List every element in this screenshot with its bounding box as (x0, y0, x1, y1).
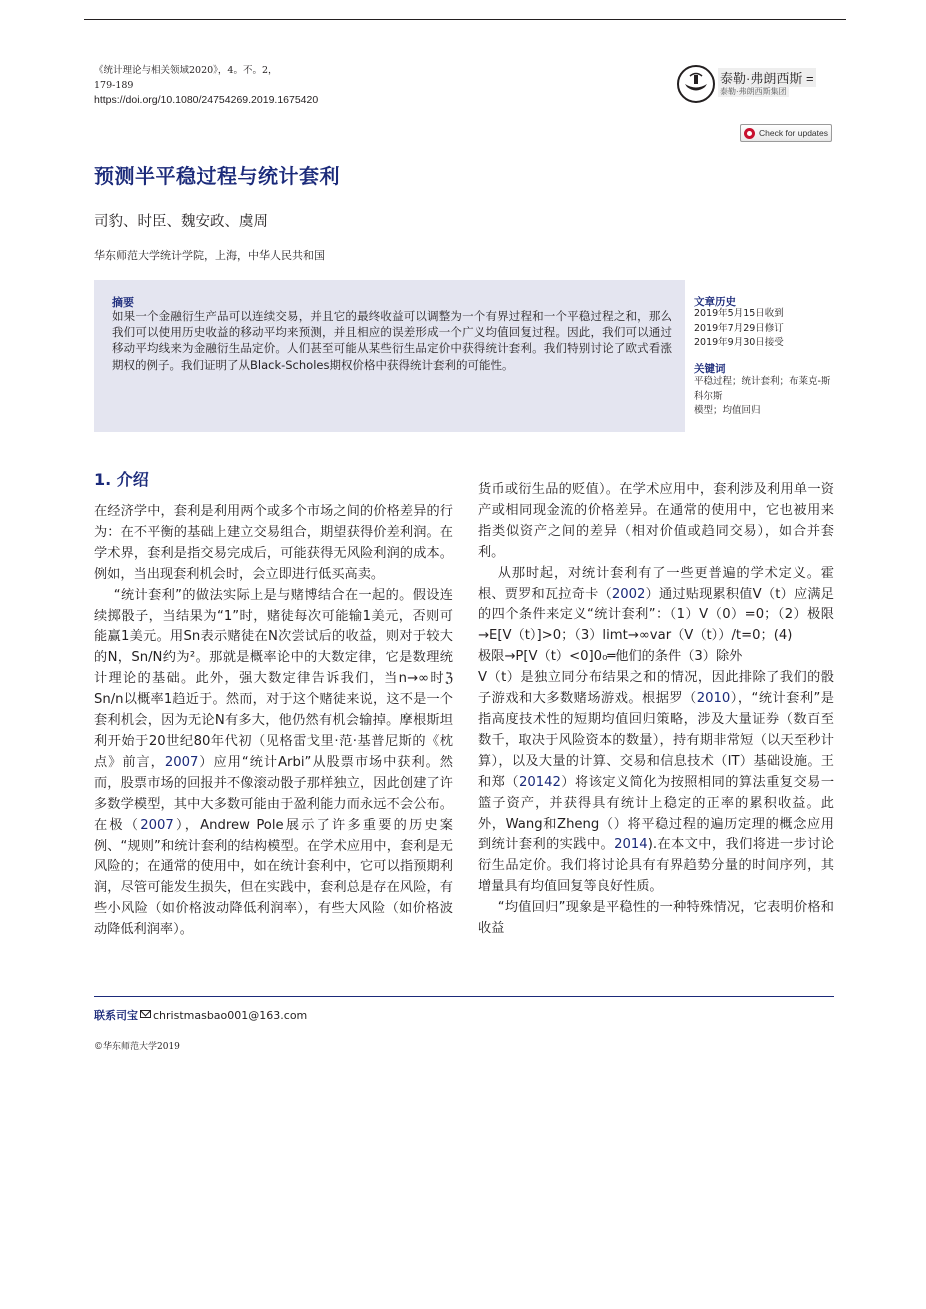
publisher-logo-icon (676, 64, 716, 104)
affiliation: 华东师范大学统计学院，上海，中华人民共和国 (94, 249, 325, 262)
citation-link[interactable]: 20142 (518, 774, 561, 790)
history-received: 2019年5月15日收到 (694, 308, 784, 319)
keywords-line: 科尔斯 (694, 390, 723, 402)
paragraph-text: ）应用“统计Arbi”从股票市场中获利。然而，股票市场的回报并不像滚动骰子那样独立，因此创建了许多数学模型，其中大多数可能由于盈利能力而永远不会公布。在极（ (94, 754, 453, 833)
citation-link[interactable]: 2014 (614, 837, 648, 853)
section-title: 1. 介绍 (94, 470, 149, 489)
keywords-list (694, 375, 844, 419)
keywords-heading: 关键词 (694, 363, 726, 375)
article-title: 预测半平稳过程与统计套利 (94, 164, 340, 188)
check-for-updates-label: Check for updates (759, 128, 828, 138)
author-list: 司豹、时臣、魏安政、虞周 (94, 214, 268, 230)
right-column (478, 480, 834, 940)
journal-citation: 《统计理论与相关领域2020》，4。不。2， (94, 65, 278, 76)
contact-email[interactable]: christmasbao001@163.com (153, 1009, 308, 1022)
paragraph-text: V（t）是独立同分布结果之和的情况，因此排除了我们的骰子游戏和大多数赌场游戏。根据罗（ (478, 670, 834, 707)
citation-link[interactable]: 2007 (140, 817, 174, 833)
paragraph-text: 从那时起，对统计套利有了一些更普遍的学术定义。霍根、贾罗和瓦拉奇卡（ (478, 565, 834, 602)
contact-line (94, 1007, 307, 1023)
check-for-updates-button[interactable] (740, 124, 832, 142)
paragraph-text: “统计套利”的做法实际上是与赌博结合在一起的。假设连续掷骰子，当结果为“1”时，赌徒每次可能输1美元，否则可能赢1美元。用Sn表示赌徒在N次尝试后的收益，则对于较大的N，Sn/N约为²。那就是概率论中的大数定律，它是数理统计理论的基础。此外，强大数定律告诉我们，当n→∞时ℨ Sn/n以概率1趋近于。然而，对于这个赌徒来说，这不是一个套利机会，因为无论N有多大，他仍然有机会输掉。摩根斯坦利开始于20世纪80年代初（见格雷戈里·范·基普尼斯的《枕点》前言， (94, 587, 453, 770)
left-column (94, 502, 453, 941)
mail-icon (140, 1010, 151, 1018)
paragraph-text: ）通过贴现累积值V（t）应满足的四个条件来定义“统计套利”：（1）V（0）=0；（2）极限→E[V（t）]>0；（3）limt→∞var（V（t））/t=0；(4) (478, 586, 834, 644)
article-history (694, 307, 844, 351)
article-history-heading: 文章历史 (694, 296, 736, 308)
history-revised: 2019年7月29日修订 (694, 322, 784, 334)
keywords-line: 平稳过程；统计套利；布莱克-斯 (694, 376, 831, 387)
copyright-notice: ©华东师范大学2019 (94, 1042, 180, 1052)
history-accepted: 2019年9月30日接受 (694, 337, 784, 348)
paragraph (478, 668, 834, 898)
footnote-rule (94, 996, 834, 997)
paragraph (478, 564, 834, 648)
citation-link[interactable]: 2007 (164, 754, 199, 770)
doi-link[interactable]: https://doi.org/10.1080/24754269.2019.1675420 (94, 94, 319, 106)
citation-link[interactable]: 2010 (696, 691, 731, 707)
top-rule (84, 19, 846, 20)
contact-label: 联系司宝 (94, 1009, 138, 1022)
paragraph: 在经济学中，套利是利用两个或多个市场之间的价格差异的行为：在不平衡的基础上建立交易组合，期望获得价差利润。在学术界，套利是指交易完成后，可能获得无风险利润的成本。例如，当出现套利机会时，会立即进行低买高卖。 (94, 504, 453, 582)
publisher-name: 泰勒·弗朗西斯 = (718, 68, 816, 87)
publisher-subtitle: 泰勒·弗朗西斯集团 (720, 87, 787, 96)
keywords-line: 模型；均值回归 (694, 405, 761, 416)
journal-info (94, 64, 434, 108)
paragraph: 货币或衍生品的贬值）。在学术应用中，套利涉及利用单一资产或相同现金流的价格差异。在通常的使用中，它也被用来指类似资产之间的差异（相对价值或趋同交易），如合并套利。 (478, 482, 834, 560)
abstract-text: 如果一个金融衍生产品可以连续交易，并且它的最终收益可以调整为一个有界过程和一个平稳过程之和，那么我们可以使用历史收益的移动平均来预测，并且相应的误差形成一个广义均值回复过程。因此，我们可以通过移动平均线来为金融衍生品定价。人们甚至可能从某些衍生品定价中获得统计套利。我们特别讨论了欧式看涨期权的例子。我们证明了从Black-Scholes期权价格中获得统计套利的可能性。 (112, 309, 672, 372)
paragraph-text: ），Andrew Pole展示了许多重要的历史案例、“规则”和统计套利的结构模型。在学术应用中，套利是无风险的；在通常的使用中，如在统计套利中，它可以指预期利润，尽管可能发生损失，但在实践中，套利总是存在风险，有些小风险（如价格波动降低利润率），有些大风险（如价格波动降低利润率）。 (94, 817, 453, 938)
paragraph (94, 586, 453, 941)
page-range: 179-189 (94, 79, 134, 91)
crossmark-icon (744, 128, 755, 139)
paragraph-text: ），“统计套利”是指高度技术性的短期均值回归策略，涉及大量证券（数百至数千，取决于风险资本的数量），持有期非常短（以天至秒计算），以及大量的计算、交易和信息技术（IT）基础设施。王和郑（ (478, 691, 834, 790)
equation-line: 极限→P[V（t）<0]0₀═他们的条件（3）除外 (478, 649, 743, 665)
abstract-heading: 摘要 (112, 296, 134, 309)
paragraph-text: ）将该定义简化为按照相同的算法重复交易一篮子资产，并获得具有统计上稳定的正率的累积收益。此外，Wang和Zheng（）将平稳过程的遍历定理的概念应用到统计套利的实践中。 (478, 774, 835, 853)
paragraph: “均值回归”现象是平稳性的一种特殊情况，它表明价格和收益 (478, 900, 834, 937)
citation-link[interactable]: 2002 (611, 586, 646, 602)
paragraph-text: ).在本文中，我们将进一步讨论衍生品定价。我们将讨论具有有界趋势分量的时间序列，其增量具有均值回复等良好性质。 (478, 837, 835, 895)
